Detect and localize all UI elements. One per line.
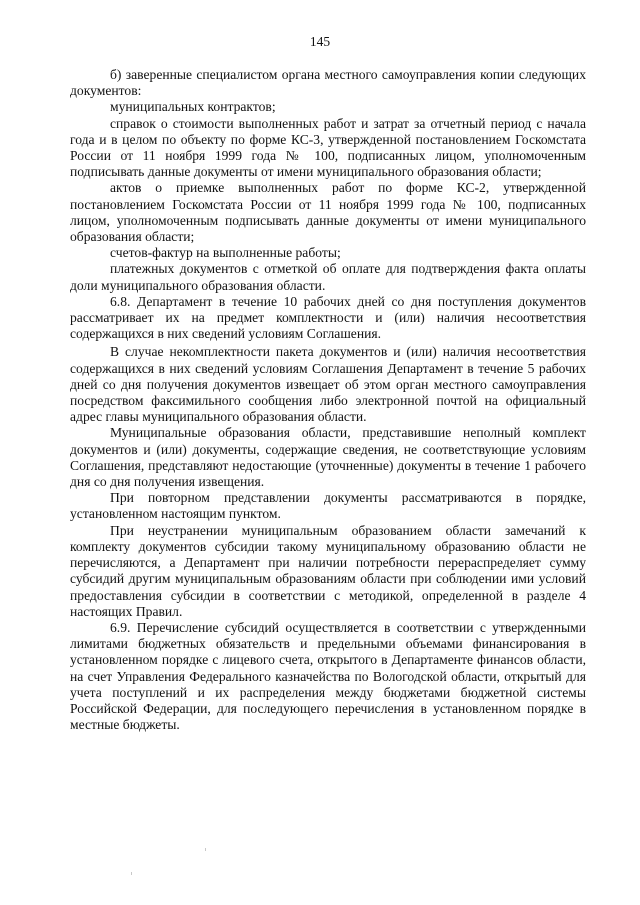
paragraph-ks2-acts: актов о приемке выполненных работ по форме КС-2, утвержденной постановлением Госкомстата России от 11 ноября 1999 года № 100, подписанных лицом, уполномоченным подписывать данные документы от имени муниципального образования области; [70, 180, 586, 245]
paragraph-6-8: 6.8. Департамент в течение 10 рабочих дней со дня поступления документов рассматривает их на предмет комплектности и (или) наличия несоответствия содержащихся в них сведений условиям Соглашения. [70, 293, 586, 342]
document-body [70, 67, 586, 733]
paragraph-municipal-contracts: муниципальных контрактов; [110, 99, 276, 115]
paragraph-ks3-certificates: справок о стоимости выполненных работ и затрат за отчетный период с начала года и в целом по объекту по форме КС-3, утвержденной постановлением Госкомстата России от 11 ноября 1999 года № 100, подписанных лицом, уполномоченным подписывать данные документы от имени муниципального образования области; [70, 115, 586, 180]
scan-speck [205, 848, 206, 851]
paragraph-6-9: 6.9. Перечисление субсидий осуществляется в соответствии с утвержденными лимитами бюджетных обязательств и предельными объемами финансирования в установленном порядке с лицевого счета, открытого в Департаменте финансов области, на счет Управления Федерального казначейства по Вологодской области, открытый для учета поступлений и их распределения между бюджетами бюджетной системы Российской Федерации, для последующего перечисления в установленном порядке в местные бюджеты. [70, 619, 586, 733]
paragraph-invoices: счетов-фактур на выполненные работы; [110, 245, 341, 261]
page-number: 145 [309, 34, 331, 49]
paragraph-payment-documents: платежных документов с отметкой об оплате для подтверждения факта оплаты доли муниципального образования области. [70, 261, 586, 293]
paragraph-b-certified-copies: б) заверенные специалистом органа местного самоуправления копии следующих документов: [70, 67, 586, 99]
paragraph-municipalities-resubmit: Муниципальные образования области, представившие неполный комплект документов и (или) документы, содержащие сведения, не соответствующие условиям Соглашения, представляют недостающие (уточненные) документы в течение 1 рабочего дня со дня получения извещения. [70, 425, 586, 490]
paragraph-incompleteness: В случае некомплектности пакета документов и (или) наличия несоответствия содержащихся в них сведений условиям Соглашения Департамент в течение 5 рабочих дней со дня получения документов извещает об этом орган местного самоуправления посредством факсимильного сообщения либо электронной почтой на официальный адрес главы муниципального образования области. [70, 344, 586, 425]
scan-speck [131, 872, 132, 875]
paragraph-repeated-submission: При повторном представлении документы рассматриваются в порядке, установленном настоящим пунктом. [70, 490, 586, 522]
paragraph-non-elimination: При неустранении муниципальным образованием области замечаний к комплекту документов субсидии такому муниципальному образованию области не перечисляются, а Департамент при наличии потребности перераспределяет сумму субсидий другим муниципальным образованиям области при соблюдении ими условий предоставления субсидии в соответствии с методикой, определенной в разделе 4 настоящих Правил. [70, 522, 586, 619]
